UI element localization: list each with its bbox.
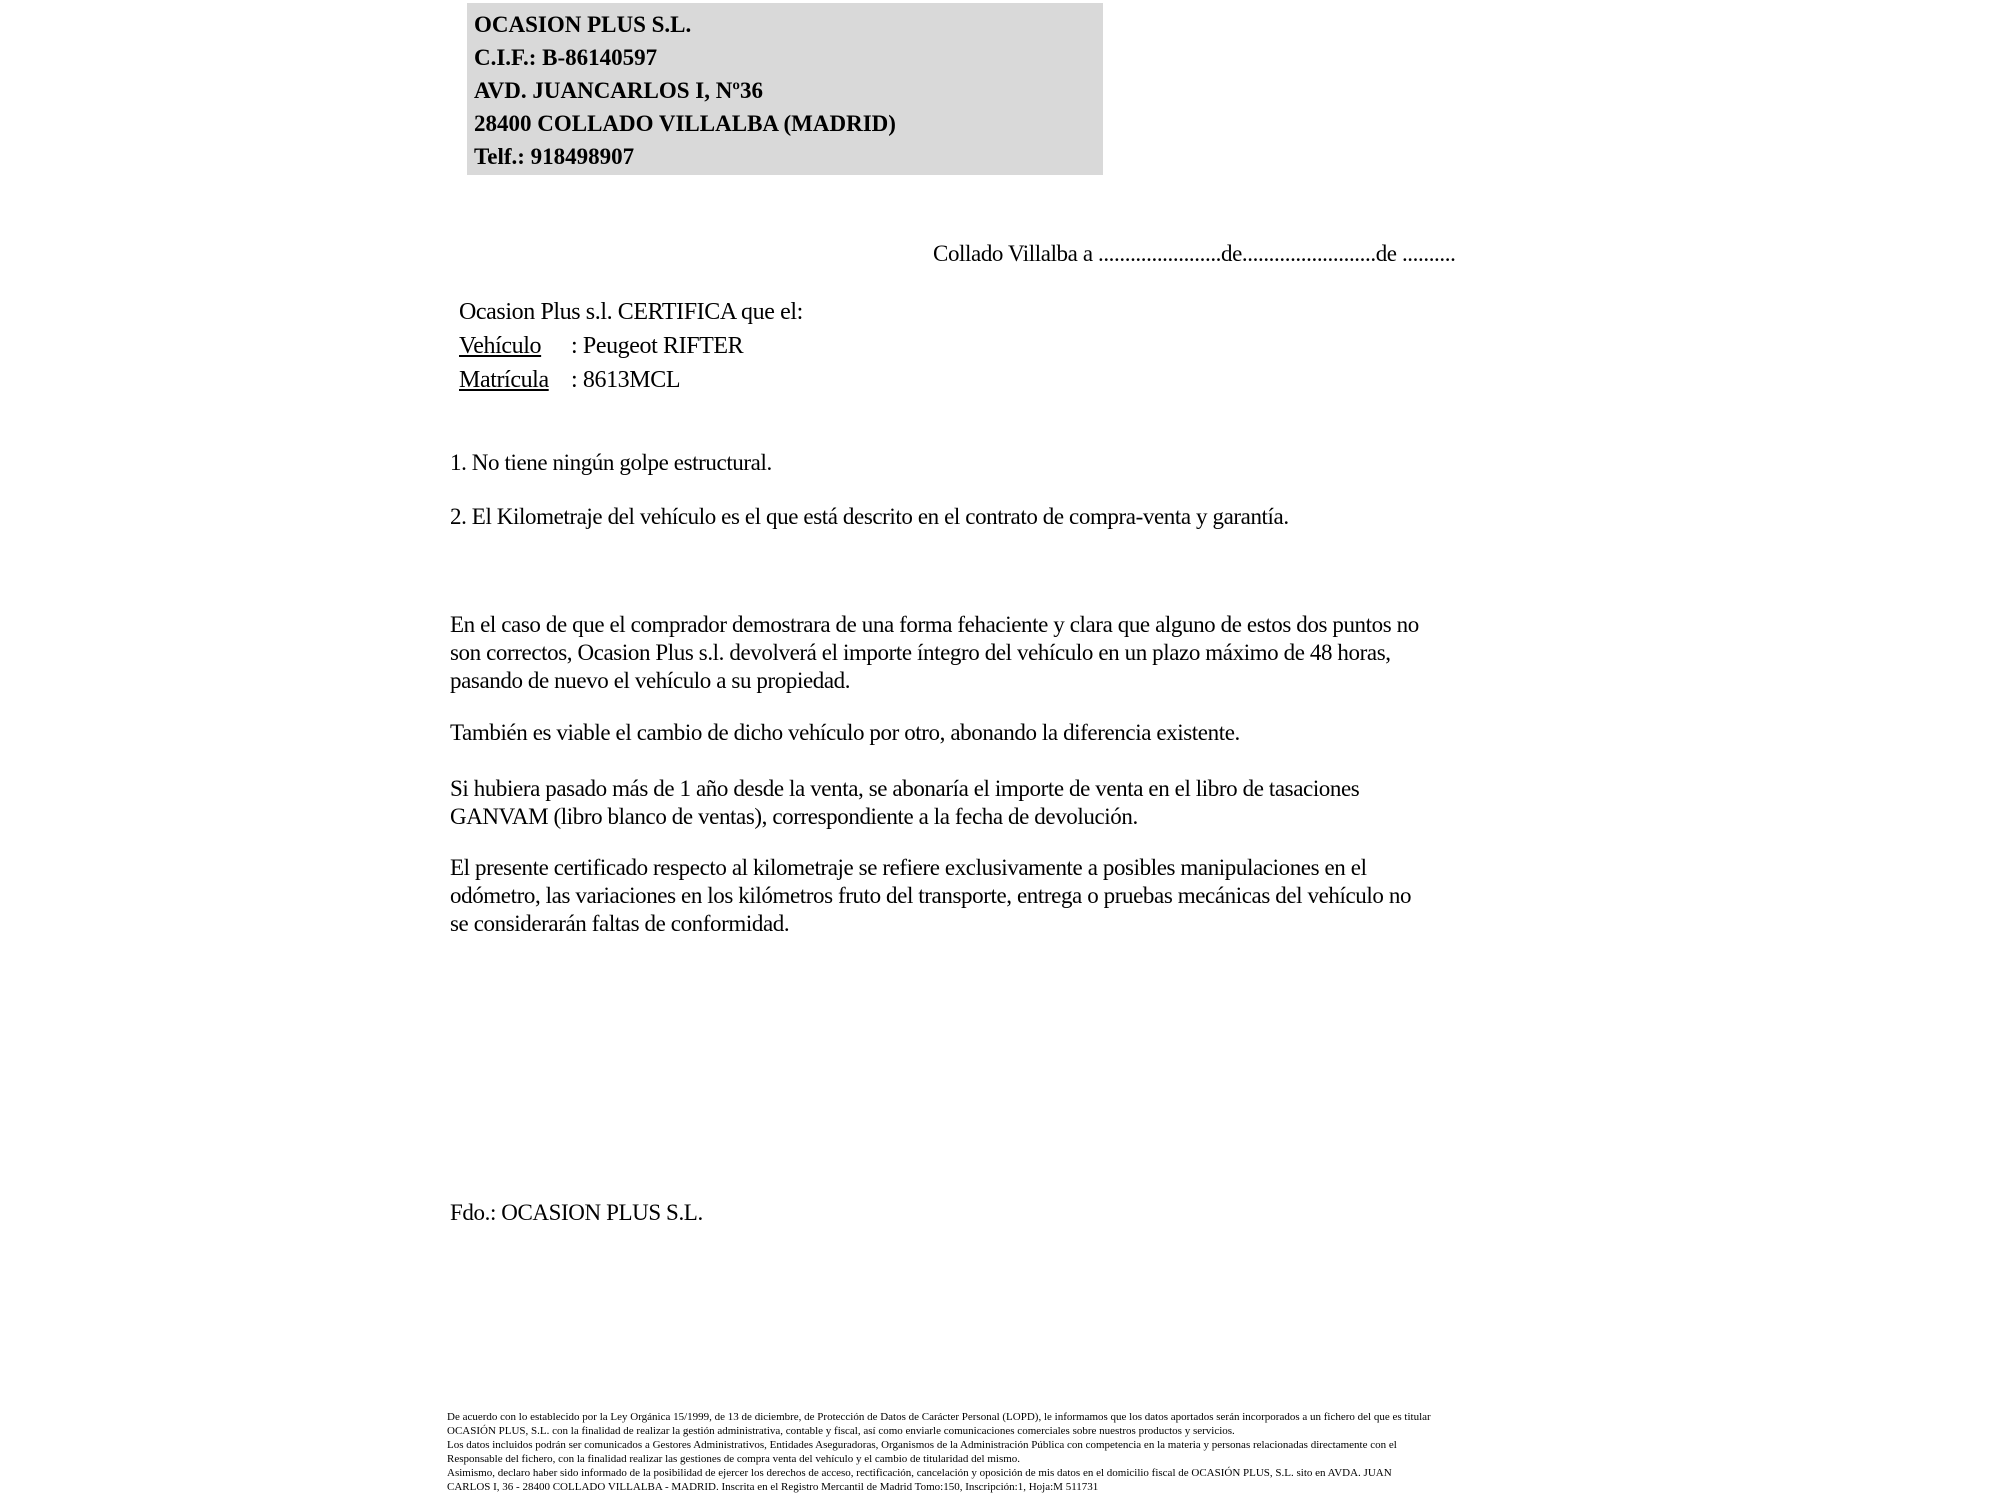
certification-intro: Ocasion Plus s.l. CERTIFICA que el: bbox=[459, 299, 803, 325]
plate-value: : 8613MCL bbox=[571, 367, 681, 393]
legal-footer-line: De acuerdo con lo establecido por la Ley Orgánica 15/1999, de 13 de diciembre, de Protección de Datos de Carácter Personal (LOPD), le informamos que los datos aportados serán incorporados a un fichero del que es titular bbox=[447, 1411, 1431, 1423]
legal-footer-line: Responsable del fichero, con la finalidad realizar las gestiones de compra venta del vehículo y el cambio de titularidad del mismo. bbox=[447, 1452, 1021, 1465]
vehicle-value: : Peugeot RIFTER bbox=[571, 333, 744, 359]
paragraph-line: se considerarán faltas de conformidad. bbox=[450, 911, 790, 936]
company-header-block bbox=[467, 3, 1103, 175]
paragraph-refund bbox=[450, 611, 1419, 695]
paragraph-line: En el caso de que el comprador demostrara de una forma fehaciente y clara que alguno de estos dos puntos no bbox=[450, 612, 1419, 637]
paragraph-line: son correctos, Ocasion Plus s.l. devolverá el importe íntegro del vehículo en un plazo máximo de 48 horas, bbox=[450, 640, 1391, 665]
numbered-point-2: 2. El Kilometraje del vehículo es el que está descrito en el contrato de compra-venta y garantía. bbox=[450, 504, 1289, 529]
paragraph-exchange bbox=[450, 719, 1240, 747]
paragraph-line: Si hubiera pasado más de 1 año desde la venta, se abonaría el importe de venta en el libro de tasaciones bbox=[450, 776, 1360, 801]
legal-footer-line: CARLOS I, 36 - 28400 COLLADO VILLALBA - MADRID. Inscrita en el Registro Mercantil de Madrid Tomo:150, Inscripción:1, Hoja:M 511731 bbox=[447, 1480, 1099, 1493]
vehicle-label: Vehículo bbox=[459, 333, 542, 359]
plate-row bbox=[459, 363, 803, 397]
company-city: 28400 COLLADO VILLALBA (MADRID) bbox=[474, 111, 896, 136]
date-line: Collado Villalba a .......................de.........................de .......... bbox=[933, 241, 1456, 266]
company-address: AVD. JUANCARLOS I, Nº36 bbox=[474, 78, 763, 103]
legal-footer-line: Los datos incluidos podrán ser comunicados a Gestores Administrativos, Entidades Aseguradoras, Organismos de la Administración Pública con competencia en la materia y personas relacionadas directamente con el bbox=[447, 1438, 1397, 1451]
company-name: OCASION PLUS S.L. bbox=[474, 12, 692, 37]
paragraph-line: El presente certificado respecto al kilometraje se refiere exclusivamente a posibles manipulaciones en el bbox=[450, 855, 1367, 880]
company-phone: Telf.: 918498907 bbox=[474, 144, 635, 169]
legal-footer bbox=[447, 1411, 1431, 1494]
paragraph-line: GANVAM (libro blanco de ventas), correspondiente a la fecha de devolución. bbox=[450, 804, 1138, 829]
paragraph-line: pasando de nuevo el vehículo a su propiedad. bbox=[450, 668, 851, 693]
numbered-point-1: 1. No tiene ningún golpe estructural. bbox=[450, 450, 772, 475]
legal-footer-line: OCASIÓN PLUS, S.L. con la finalidad de realizar la gestión administrativa, contable y fiscal, así como enviarle comunicaciones comerciales sobre nuestros productos y servicios. bbox=[447, 1424, 1235, 1437]
paragraph-line: odómetro, las variaciones en los kilómetros fruto del transporte, entrega o pruebas mecánicas del vehículo no bbox=[450, 883, 1412, 908]
vehicle-row bbox=[459, 329, 803, 363]
paragraph-ganvam bbox=[450, 775, 1359, 831]
legal-footer-line: Asimismo, declaro haber sido informado de la posibilidad de ejercer los derechos de acceso, rectificación, cancelación y oposición de mis datos en el domicilio fiscal de OCASIÓN PLUS, S.L. sito en AVDA. JUAN bbox=[447, 1466, 1392, 1479]
signature-line: Fdo.: OCASION PLUS S.L. bbox=[450, 1200, 703, 1225]
paragraph-odometer bbox=[450, 854, 1411, 938]
certification-block bbox=[459, 295, 803, 397]
paragraph-line: También es viable el cambio de dicho vehículo por otro, abonando la diferencia existente. bbox=[450, 720, 1240, 745]
plate-label: Matrícula bbox=[459, 367, 549, 393]
company-cif: C.I.F.: B-86140597 bbox=[474, 45, 658, 70]
